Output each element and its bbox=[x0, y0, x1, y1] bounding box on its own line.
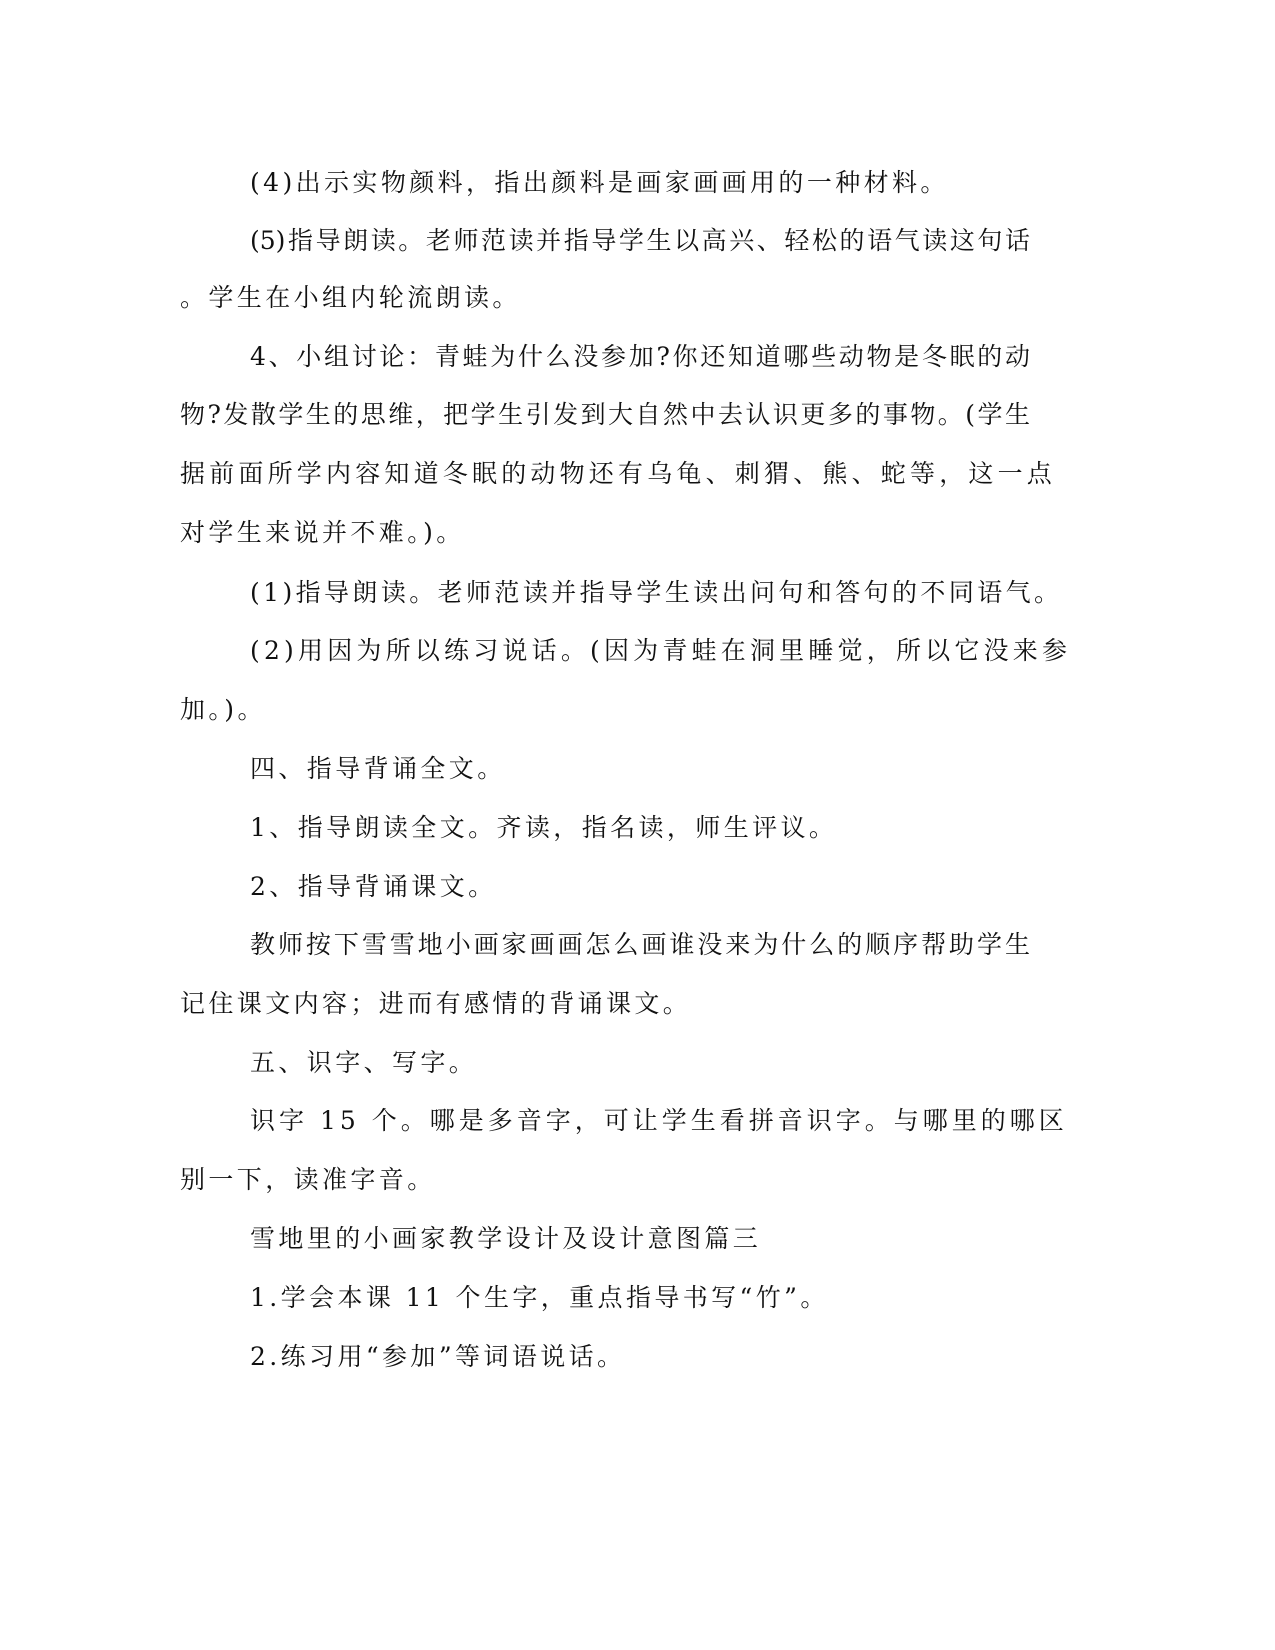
paragraph-line: (5)指导朗读。老师范读并指导学生以高兴、轻松的语气读这句话 bbox=[250, 226, 1030, 255]
section-heading: 四、指导背诵全文。 bbox=[250, 754, 506, 783]
paragraph-line: 。学生在小组内轮流朗读。 bbox=[180, 283, 521, 312]
paragraph-line: 据前面所学内容知道冬眠的动物还有乌龟、刺猬、熊、蛇等，这一点 bbox=[180, 459, 1057, 488]
paragraph-line: 2.练习用“参加”等词语说话。 bbox=[250, 1342, 626, 1371]
paragraph-line: 1.学会本课 11 个生字，重点指导书写“竹”。 bbox=[250, 1283, 829, 1312]
section-title: 雪地里的小画家教学设计及设计意图篇三 bbox=[250, 1224, 762, 1253]
paragraph-line: (2)用因为所以练习说话。(因为青蛙在洞里睡觉，所以它没来参 bbox=[250, 636, 1072, 665]
paragraph-line: (1)指导朗读。老师范读并指导学生读出问句和答句的不同语气。 bbox=[250, 578, 1063, 607]
paragraph-line: 识字 15 个。哪是多音字，可让学生看拼音识字。与哪里的哪区 bbox=[250, 1106, 1068, 1135]
paragraph-line: 记住课文内容；进而有感情的背诵课文。 bbox=[180, 989, 692, 1018]
paragraph-line: 加。)。 bbox=[180, 695, 266, 724]
paragraph-line: 4、小组讨论：青蛙为什么没参加?你还知道哪些动物是冬眠的动 bbox=[250, 342, 1030, 371]
paragraph-line: 对学生来说并不难。)。 bbox=[180, 518, 465, 547]
paragraph-line: (4)出示实物颜料，指出颜料是画家画画用的一种材料。 bbox=[250, 168, 949, 197]
paragraph-line: 2、指导背诵课文。 bbox=[250, 872, 497, 901]
section-heading: 五、识字、写字。 bbox=[250, 1048, 478, 1077]
paragraph-line: 别一下，读准字音。 bbox=[180, 1165, 436, 1194]
paragraph-line: 1、指导朗读全文。齐读，指名读，师生评议。 bbox=[250, 813, 838, 842]
paragraph-line: 教师按下雪雪地小画家画画怎么画谁没来为什么的顺序帮助学生 bbox=[250, 930, 1030, 959]
paragraph-line: 物?发散学生的思维，把学生引发到大自然中去认识更多的事物。(学生 bbox=[180, 400, 1030, 429]
